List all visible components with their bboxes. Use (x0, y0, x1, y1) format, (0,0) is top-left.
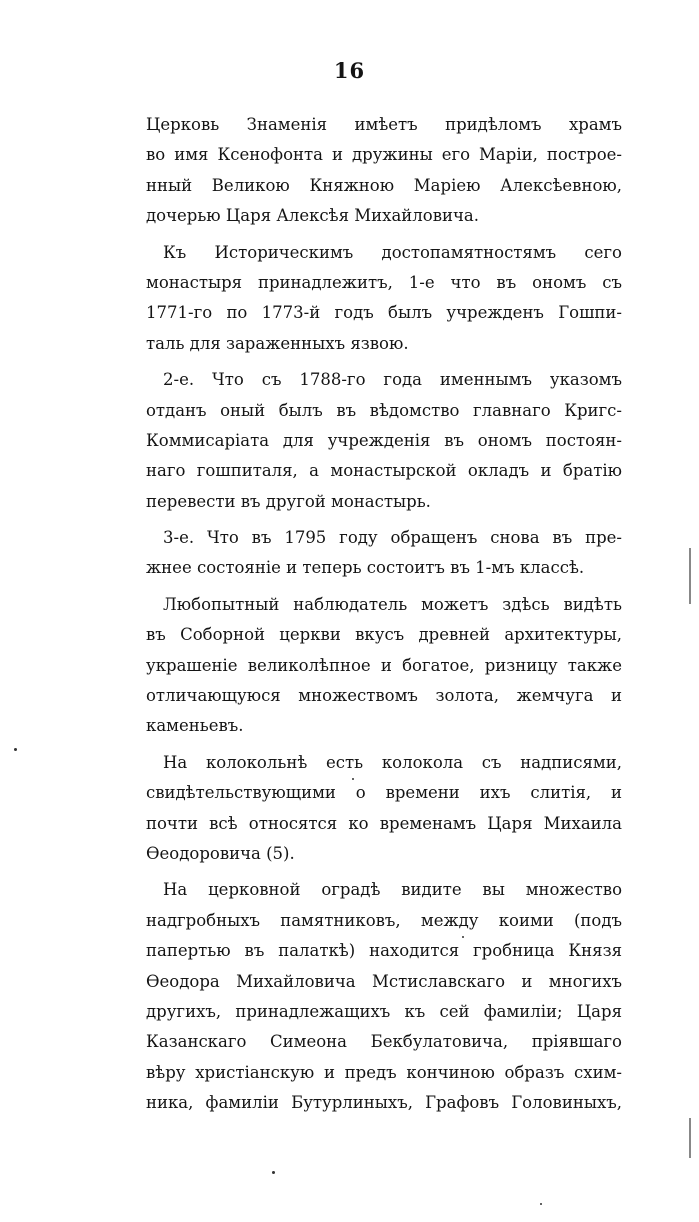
text-line: украшеніе великолѣпное и богатое, ризницу также (146, 655, 622, 675)
text-line: въ Соборной церкви вкусъ древней архитектуры, (146, 625, 622, 645)
scan-speck (462, 936, 464, 938)
text-line: 1771-го по 1773-й годъ былъ учрежденъ Гошпи- (146, 303, 622, 323)
text-line: отличающуюся множествомъ золота, жемчуга и (146, 686, 622, 706)
text-line: Ѳеодора Михайловича Мстиславскаго и многихъ (146, 971, 622, 991)
text-line: ника, фамиліи Бутурлиныхъ, Графовъ Головиныхъ, (146, 1093, 622, 1113)
text-line: Коммисаріата для учрежденія въ ономъ постоян- (146, 430, 622, 450)
text-line: надгробныхъ памятниковъ, между коими (подъ (146, 910, 622, 930)
text-line: 3-е. Что въ 1795 году обращенъ снова въ пре- (163, 528, 622, 548)
paragraph (146, 238, 622, 360)
text-line: монастыря принадлежитъ, 1-е что въ ономъ съ (146, 272, 622, 292)
text-line: жнее состояніе и теперь состоитъ въ 1-мъ классѣ. (146, 558, 585, 578)
text-line: Церковь Знаменія имѣетъ придѣломъ храмъ (146, 115, 622, 134)
body-text (146, 110, 622, 1119)
page-edge-shadow (689, 1118, 691, 1158)
scan-speck (540, 1203, 542, 1205)
text-line: наго гошпиталя, а монастырской окладъ и братію (146, 461, 622, 481)
paragraph (146, 590, 622, 742)
paragraph (146, 110, 622, 232)
text-line: Къ Историческимъ достопамятностямъ сего (163, 242, 622, 262)
page-edge-shadow (689, 548, 691, 604)
text-line: 2-е. Что съ 1788-го года именнымъ указомъ (163, 370, 622, 390)
paragraph (146, 365, 622, 517)
text-line: свидѣтельствующими о времени ихъ слитія, и (146, 783, 622, 803)
text-line: вѣру христіанскую и предъ кончиною образъ схим- (146, 1062, 622, 1082)
text-line: дочерью Царя Алексѣя Михайловича. (146, 206, 479, 226)
text-line: таль для зараженныхъ язвою. (146, 333, 409, 353)
text-line: другихъ, принадлежащихъ къ сей фамиліи; Царя (146, 1001, 622, 1021)
text-line: На церковной оградѣ видите вы множество (163, 880, 622, 900)
text-line: Казанскаго Симеона Бекбулатовича, пріявшаго (146, 1032, 622, 1052)
text-line: нный Великою Княжною Маріею Алексѣевною, (146, 175, 622, 195)
text-line: во имя Ксенофонта и дружины его Маріи, построе- (146, 145, 622, 165)
text-line: каменьевъ. (146, 716, 244, 736)
paragraph (146, 523, 622, 584)
text-line: почти всѣ относятся ко временамъ Царя Михаила (146, 813, 622, 833)
text-line: Ѳеодоровича (5). (146, 843, 295, 863)
paragraph (146, 748, 622, 870)
page-number: 16 (333, 58, 366, 83)
text-line: На колокольнѣ есть колокола съ надписями, (163, 752, 622, 772)
scan-speck (14, 748, 17, 751)
text-line: папертью въ палаткѣ) находится гробница Князя (146, 941, 622, 961)
text-line: Любопытный наблюдатель можетъ здѣсь видѣть (163, 594, 622, 614)
scan-speck (272, 1171, 275, 1174)
text-line: перевести въ другой монастырь. (146, 491, 431, 511)
scan-speck (352, 778, 354, 780)
text-line: отданъ оный былъ въ вѣдомство главнаго Кригс- (146, 400, 622, 420)
paragraph (146, 875, 622, 1118)
